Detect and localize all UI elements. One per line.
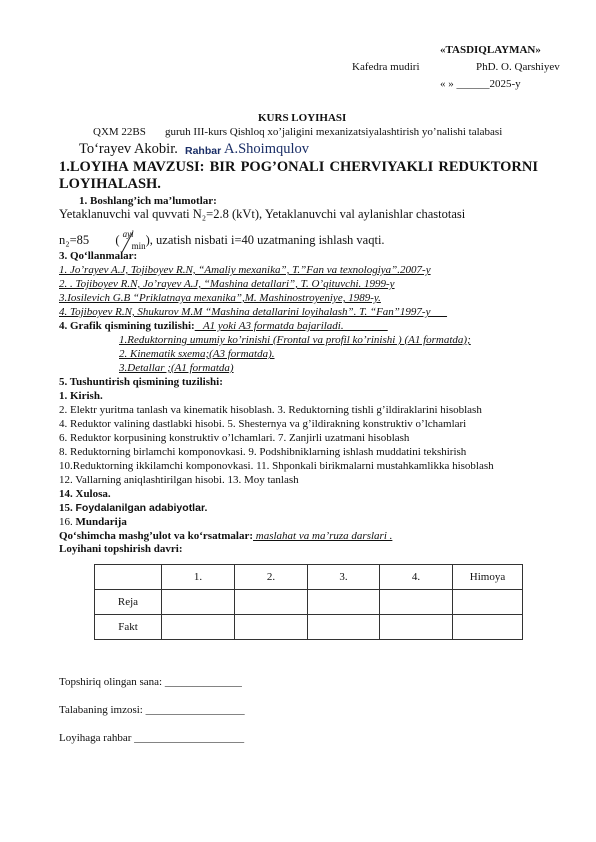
explanatory-line: 4. Reduktor valining dastlabki hisobi. 5. Shesternya va g’ildirakning konstruktiv o’lchamlari [59, 418, 467, 430]
table-cell[interactable] [308, 615, 380, 640]
graphic-part-heading: 4. Grafik qismining tuzilishi: [59, 320, 195, 332]
table-header-cell: 2. [235, 565, 308, 590]
project-topic-line-2: LOYIHALASH. [59, 176, 161, 192]
initial-data-heading: 1. Boshlang’ich ma’lumotlar: [79, 195, 217, 207]
explanatory-line: 8. Reduktorning birlamchi komponovkasi. 9. Podshibniklarning ishlash muddatini tekshirish [59, 446, 467, 458]
explanatory-line: 2. Elektr yuritma tanlash va kinematik hisoblash. 3. Reduktorning tishli g’ildiraklarini hisoblash [59, 404, 482, 416]
table-cell[interactable] [453, 590, 523, 615]
table-cell[interactable] [453, 615, 523, 640]
table-cell[interactable] [380, 590, 453, 615]
contents-item [59, 516, 127, 528]
explanatory-line: 6. Reduktor korpusining konstruktiv o’lchamlari. 7. Zanjirli uzatmani hisoblash [59, 432, 410, 444]
graphic-item: 2. Kinematik sxema;(A3 formatda). [119, 348, 275, 360]
literature-item: 2. . Tojiboyev R.N, Jo’rayev A.J, “Mashina detallari”, T. O’qituvchi. 1999-y [59, 278, 395, 290]
consultation-label: Qo‘shimcha mashg’ulot va ko‘rsatmalar: [59, 530, 254, 542]
student-signature-line: Talabaning imzosi: __________________ [59, 704, 245, 716]
references-item [59, 502, 207, 514]
graphic-part-row [59, 320, 388, 332]
advisor-name: A.Shoimqulov [224, 141, 309, 157]
project-topic-line-1: 1.LOYIHA MAVZUSI: BIR POG’ONALI CHERVIYAKLI REDUKTORNI [59, 159, 538, 175]
approval-stamp: «TASDIQLAYMAN» [440, 44, 541, 56]
table-header-cell [95, 565, 162, 590]
explanatory-intro: 1. Kirish. [59, 390, 103, 402]
explanatory-line: 12. Vallarning aniqlashtirilgan hisobi. 13. Moy tanlash [59, 474, 299, 486]
page-title: KURS LOYIHASI [258, 112, 347, 124]
literature-item: 1. Jo’rayev A.J, Tojiboyev R.N, “Amaliy mexanika”, T.”Fan va texnologiya”.2007-y [59, 264, 431, 276]
approval-date-line: « » ______2025-y [440, 78, 521, 90]
paren-close: ) [145, 232, 150, 247]
dept-head-label: Kafedra mudiri [352, 61, 420, 73]
references-number: 15. [59, 502, 73, 514]
graphic-part-value: _A1 yoki A3 formatda bajariladi.________ [194, 320, 388, 332]
group-description: guruh III-kurs Qishloq xo’jaligini mexanizatsiyalashtirish yo’nalishi talabasi [165, 126, 503, 138]
consultation-row [59, 530, 392, 542]
table-cell[interactable] [308, 590, 380, 615]
table-row [95, 590, 523, 615]
dept-head-name: PhD. O. Qarshiyev [476, 61, 560, 73]
table-header-cell: 3. [308, 565, 380, 590]
student-name: To‘rayev Akobir. [79, 141, 178, 157]
conclusion-item: 14. Xulosa. [59, 488, 111, 500]
table-row-label: Reja [95, 590, 162, 615]
unit-denominator: min [131, 241, 146, 251]
graphic-item: 3.Detallar ;(A1 formatda) [119, 362, 234, 374]
initial-data-line-1: Yetaklanuvchi val quvvati N₂=2.8 (kVt), Yetaklanuvchi val aylanishlar chastotasi [59, 207, 466, 221]
literature-heading: 3. Qo‘llanmalar: [59, 250, 138, 262]
rotation-speed: n₂=85 [59, 232, 90, 247]
table-cell[interactable] [162, 590, 235, 615]
literature-item: 4. Tojiboyev R.N, Shukurov M.M “Mashina detallarini loyihalash”. T. “Fan”1997-y___ [59, 306, 447, 318]
table-cell[interactable] [162, 615, 235, 640]
table-header-cell: 4. [380, 565, 453, 590]
paren-open: ( [115, 232, 120, 247]
explanatory-heading: 5. Tushuntirish qismining tuzilishi: [59, 376, 223, 388]
table-header-row [95, 565, 523, 590]
table-header-cell: Himoya [453, 565, 523, 590]
table-cell[interactable] [380, 615, 453, 640]
unit-numerator: ayl [122, 229, 134, 239]
advisor-signature-line: Loyihaga rahbar ____________________ [59, 732, 245, 744]
initial-data-line-2-rest: , uzatish nisbati i=40 uzatmaning ishlash vaqti. [149, 232, 385, 247]
schedule-table [94, 564, 523, 640]
table-header-cell: 1. [162, 565, 235, 590]
explanatory-line: 10.Reduktorning ikkilamchi komponovkasi. 11. Shponkali birikmalarni mustahkamlikka hisoblash [59, 460, 494, 472]
contents-number: 16. [59, 516, 73, 528]
contents-label: Mundarija [75, 516, 127, 528]
literature-item: 3.Iosilevich G.B “Priklatnaya mexanika”,M. Mashinostroyeniye, 1989-y. [59, 292, 381, 304]
deadline-label: Loyihani topshirish davri: [59, 543, 183, 555]
table-cell[interactable] [235, 615, 308, 640]
consultation-value: maslahat va ma’ruza darslari . [253, 530, 393, 542]
table-cell[interactable] [235, 590, 308, 615]
advisor-label: Rahbar [185, 145, 222, 157]
graphic-item: 1.Reduktorning umumiy ko’rinishi (Frontal va profil ko’rinishi ) (A1 formatda); [119, 334, 471, 346]
references-label: Foydalanilgan adabiyotlar. [75, 502, 208, 514]
table-row [95, 615, 523, 640]
received-date-line: Topshiriq olingan sana: ______________ [59, 676, 242, 688]
group-code: QXM 22BS [93, 126, 146, 138]
table-row-label: Fakt [95, 615, 162, 640]
